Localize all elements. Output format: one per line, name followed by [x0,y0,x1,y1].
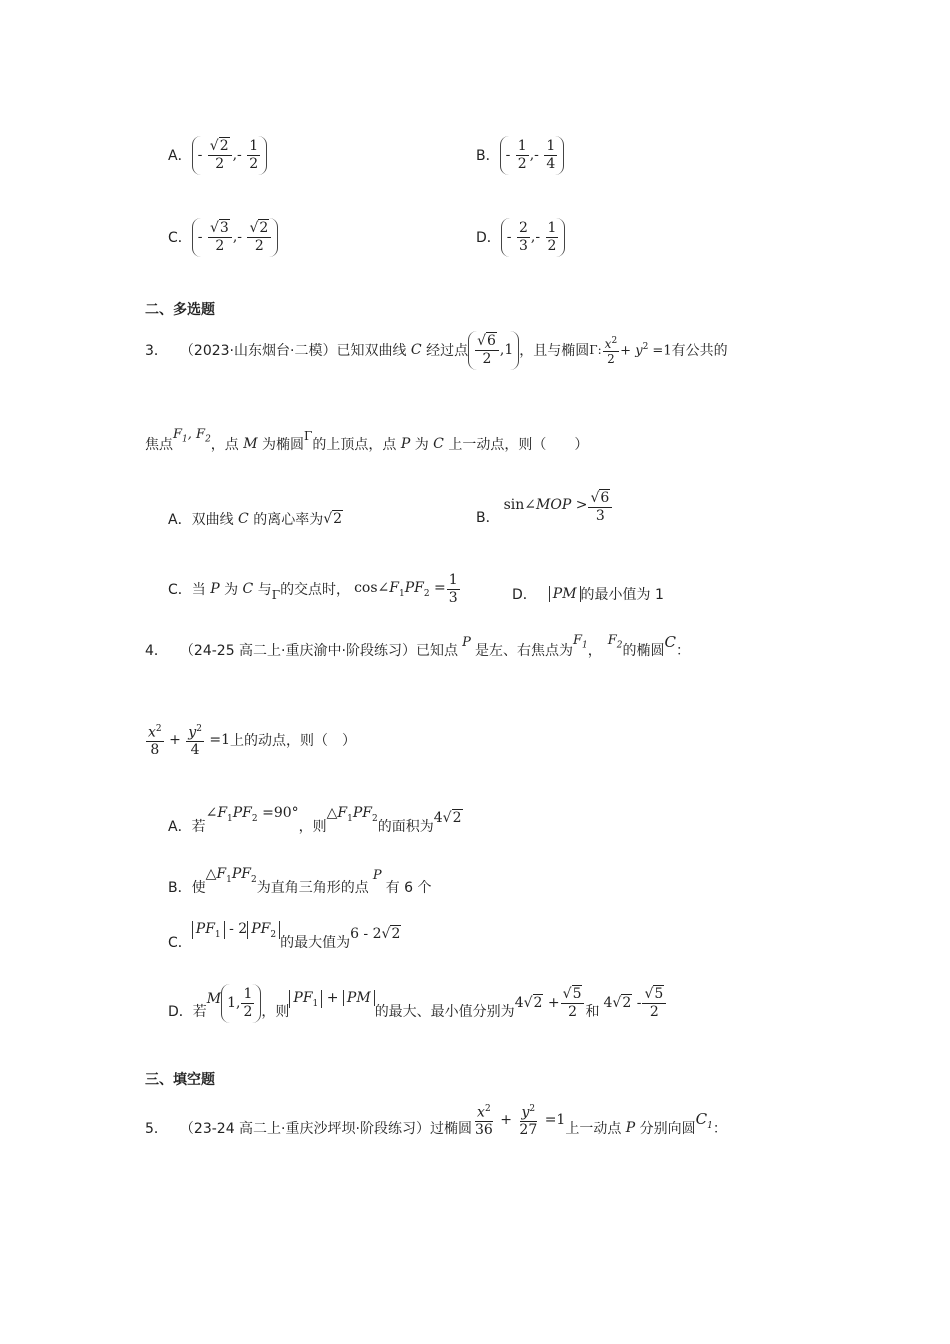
question-source: （23-24 高二上·重庆沙坪坝·阶段练习） [179,1121,430,1137]
stem-text: ，点 [210,437,239,453]
interval: - $\frac{√3}{2}$ ,- $\frac{√2}{2}$ [192,218,279,257]
section-title-multiple-choice: 二、多选题 [145,302,215,318]
option-label: D． [476,230,501,246]
q4-stem-line1: 4． （24-25 高二上·重庆渝中·阶段练习） 已知点 P 是左、右焦点为 $F_1$ ， $F_2$ 的椭圆 C ： [145,633,690,659]
interval: - $\frac{√2}{2}$ ,- $\frac{1}{2}$ [192,136,268,175]
question-number: 3． [145,343,168,359]
option-text: 的交点时， [280,582,351,598]
question-number: 4． [145,643,168,659]
q3-option-b: B． sin∠MOP > $\frac{√6}{3}$ [476,482,613,532]
point-coordinates: $\frac{√6}{2}$ ,1 [468,331,519,370]
stem-text: 上一动点，则（ ） [448,437,589,453]
stem-text: ， [587,643,602,659]
stem-text: ，且与椭圆 [519,343,590,359]
question-source: （24-25 高二上·重庆渝中·阶段练习） [179,643,416,659]
option-text: 有 6 个 [385,880,432,896]
option-label: C． [168,582,192,598]
stem-text: 上一动点 [565,1121,622,1137]
stem-text: ： [675,643,690,659]
option-label: A． [168,148,192,164]
question-source: （2023·山东烟台·二模） [179,343,337,359]
stem-text: 焦点 [145,437,173,453]
option-text: 与 [257,582,272,598]
option-label: D． [168,1004,193,1020]
q4-stem-line2: $\frac{x^2}{8}$ + $\frac{y^2}{4}$ =1 上的动点，则（ ） [145,716,356,764]
option-text: 的面积为 [377,819,434,835]
q4-option-d: D． 若 M 1, $\frac{1}{2}$ ，则 $PF_1$ + PM 的最大、最小值分别为 4√2 + $\frac{√5}{2}$ 和 4√2 - $\frac{√5}{2}$ [168,978,667,1028]
stem-text: 的椭圆 [622,643,665,659]
option-text: 若 [192,1004,207,1020]
option-text: 和 [585,1004,600,1020]
option-text: 的离心率为 [253,512,324,528]
option-text: 使 [191,880,206,896]
stem-text: 已知点 [415,643,458,659]
stem-text: ： [712,1121,727,1137]
q3-stem-line2: 焦点 $F_1$, $F_2$ ，点 M 为椭圆 Γ 的上顶点，点 P 为 C 上一动点，则（ ） [145,427,589,453]
option-text: 的最大值为 [280,935,351,951]
stem-text: 是左、右焦点为 [474,643,573,659]
option-text: 为 [224,582,239,598]
stem-text: 为 [414,437,429,453]
stem-text: 有公共的 [671,343,728,359]
q5-stem-line1: 5． （23-24 高二上·重庆沙坪坝·阶段练习） 过椭圆 $\frac{x^2}{36}$ + $\frac{y^2}{27}$ =1 上一动点 P 分别向圆 $C_1$ ： [145,1090,727,1150]
option-label: B． [476,148,500,164]
option-text: 双曲线 [191,512,234,528]
stem-text: 上的动点，则（ ） [230,733,357,749]
q3-option-d: D． PM 的最小值为 1 [512,586,664,603]
option-label: D． [512,587,537,603]
stem-text: 为椭圆 [262,437,305,453]
option-label: C． [168,935,192,951]
q2-option-a [168,132,267,178]
interval: - $\frac{2}{3}$ ,- $\frac{1}{2}$ [501,218,566,257]
point-coordinates: 1, $\frac{1}{2}$ [221,984,261,1023]
stem-text: 的上顶点，点 [312,437,397,453]
q4-option-a: A． 若 $\angle F_1PF_2 =90^\circ$ ，则 $\triangle F_1PF_2$ 的面积为 4√2 [168,804,462,835]
option-label: B． [476,510,500,526]
stem-text: 分别向圆 [639,1121,696,1137]
q4-option-b: B． 使 $\triangle F_1PF_2$ 为直角三角形的点 P 有 6 个 [168,865,432,896]
option-text: ，则 [298,819,327,835]
option-text: 的最小值为 1 [580,587,664,603]
q3-stem-line1: 3． （2023·山东烟台·二模） 已知双曲线 C 经过点 $\frac{√6}{2}$ ,1 ，且与椭圆 Γ: $\frac{x^2}{2}$ + $y^2 =1$ 有公共的 [145,326,728,374]
option-label: C． [168,230,192,246]
option-label: A． [168,512,192,528]
q4-option-c: C． $PF_1 - 2$ $PF_2$ 的最大值为 6 - 2√2 [168,920,401,951]
section-title-fill-in: 三、填空题 [145,1072,215,1088]
option-text: 当 [191,582,206,598]
option-label: A． [168,819,192,835]
q3-option-c: C． 当 P 为 C 与 Γ 的交点时， $\cos\angle F_1PF_2$ = $\frac{1}{3}$ [168,571,458,606]
stem-text: 经过点 [426,343,469,359]
q2-option-c [168,214,278,260]
interval: - $\frac{1}{2}$ ,- $\frac{1}{4}$ [500,136,565,175]
option-label: B． [168,880,192,896]
option-text: 若 [191,819,206,835]
option-text: 的最大、最小值分别为 [374,1004,515,1020]
q2-option-b [476,132,564,178]
option-text: ，则 [261,1004,290,1020]
q3-option-a: A． 双曲线 C 的离心率为 √2 [168,511,343,528]
stem-text: 过椭圆 [429,1121,472,1137]
option-text: 为直角三角形的点 [256,880,369,896]
stem-text: 已知双曲线 [336,343,407,359]
question-number: 5． [145,1121,168,1137]
q2-option-d [476,214,565,260]
